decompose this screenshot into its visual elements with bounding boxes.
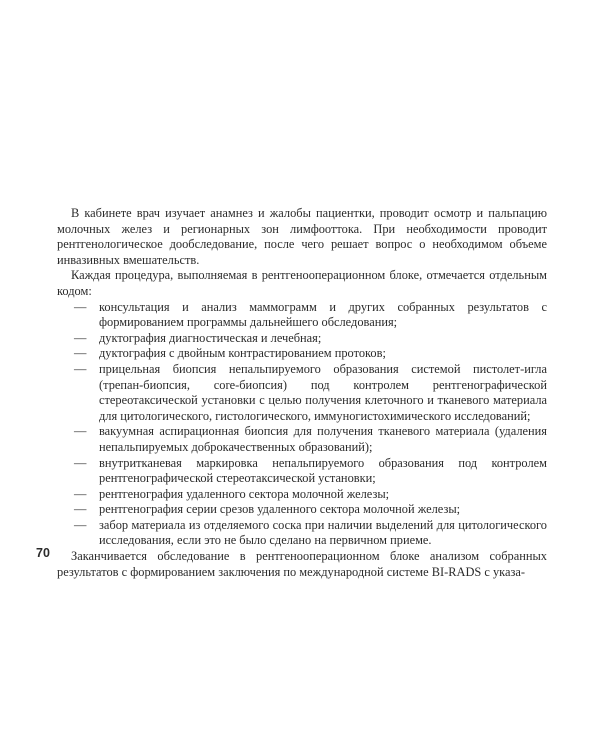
list-item [57,518,547,549]
list-item-text: консультация и анализ маммограмм и других собранных результатов с формированием программы дальнейшего обследования; [99,299,547,330]
list-item [57,346,547,362]
dash-bullet: — [74,424,87,439]
closing-paragraph: Заканчивается обследование в рентгеноoперационном блоке анализом собранных результатов с формированием заключения по международной системе BI-RADS с указа- [57,549,547,579]
list-item-text: забор материала из отделяемого соска при наличии выделений для цитологического исследования, если это не было сделано на первичном приеме. [99,517,547,548]
procedure-list [57,300,547,550]
list-item-text: внутритканевая маркировка непальпируемого образования под контролем рентгенографической стереотаксической установки; [99,455,547,486]
list-item [57,456,547,487]
list-item-text: вакуумная аспирационная биопсия для получения тканевого материала (удаления непальпируемых доброкачественных образований); [99,424,547,454]
dash-bullet: — [74,330,87,345]
list-item [57,362,547,424]
list-item [57,300,547,331]
body-text [57,206,547,580]
list-item-text: рентгенография серии срезов удаленного сектора молочной железы; [99,502,461,517]
list-item-text: дуктография с двойным контрастированием протоков; [99,346,386,361]
list-item-text: дуктография диагностическая и лечебная; [99,330,322,345]
page-number: 70 [36,546,50,560]
dash-bullet: — [74,517,87,532]
intro-paragraph-2: Каждая процедура, выполняемая в рентгеноoперационном блоке, отмечается отдельным кодом: [57,268,547,298]
dash-bullet: — [74,455,87,470]
list-item [57,487,547,503]
dash-bullet: — [74,346,87,361]
dash-bullet: — [74,502,87,517]
dash-bullet: — [74,486,87,501]
intro-paragraph-1: В кабинете врач изучает анамнез и жалобы пациентки, проводит осмотр и пальпацию молочных желез и регионарных зон лимфооттока. При необходимости проводит рентгенологическое дообследование, после чего решает вопрос о необходимом объеме инвазивных вмешательств. [57,206,547,267]
list-item [57,331,547,347]
list-item [57,502,547,518]
dash-bullet: — [74,299,87,314]
list-item-text: прицельная биопсия непальпируемого образования системой пистолет-игла (трепан-биопсия, core-биопсия) под контролем рентгенографической стереотаксической установки с целью получения клеточного и тканевого материала для цитологического, гистологического, иммуногистохимического исследований; [99,361,547,423]
dash-bullet: — [74,361,87,376]
list-item [57,424,547,455]
list-item-text: рентгенография удаленного сектора молочной железы; [99,486,390,501]
